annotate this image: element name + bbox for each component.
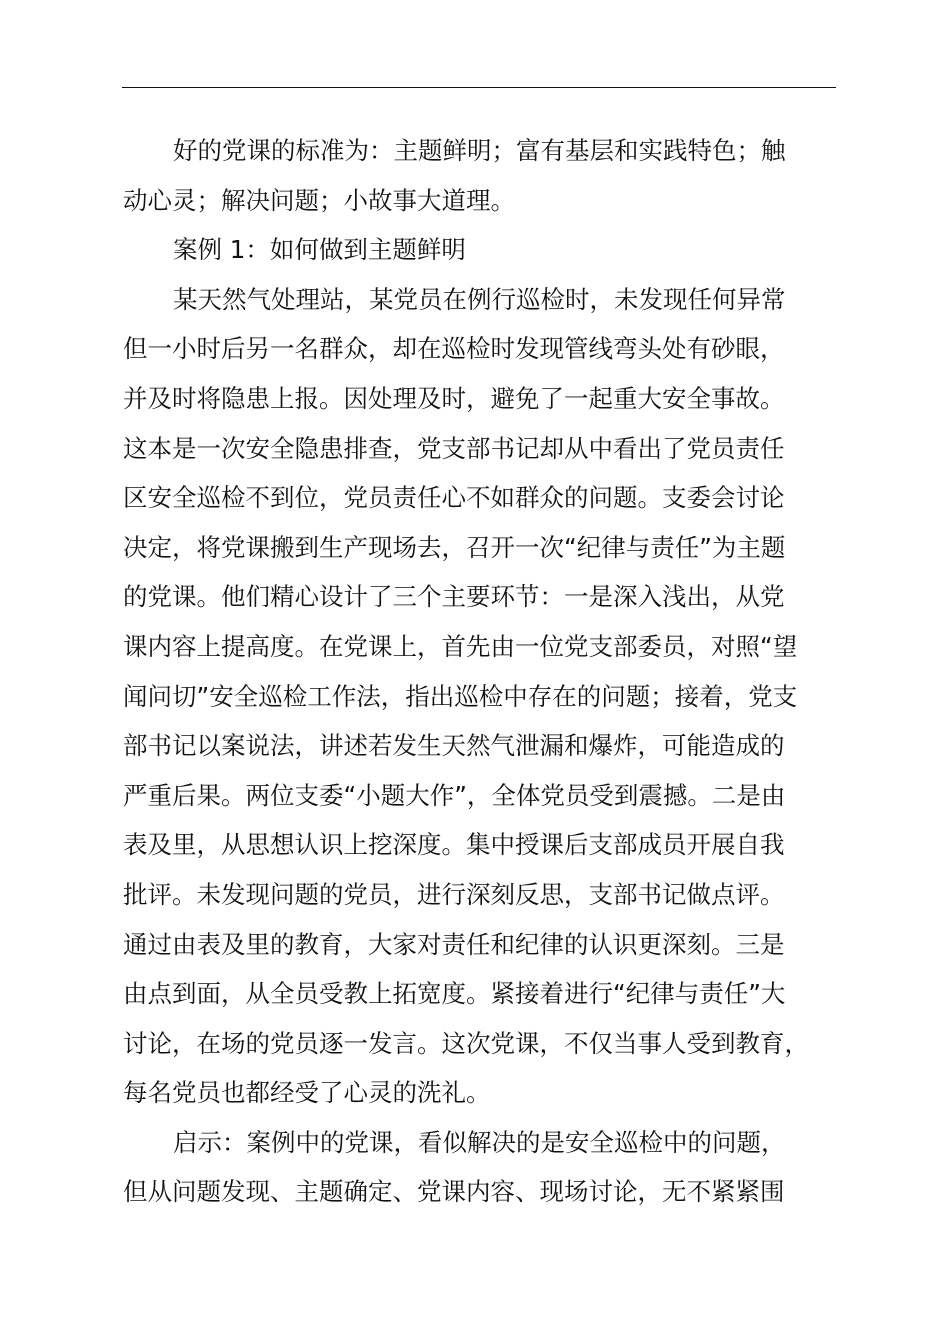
paragraph-standards (123, 126, 843, 225)
text-line: 批评。未发现问题的党员，进行深刻反思，支部书记做点评。 (123, 879, 785, 909)
paragraph-case-body (123, 275, 843, 1118)
text-line: 课内容上提高度。在党课上，首先由一位党支部委员，对照“望 (123, 631, 798, 661)
text-line: 决定，将党课搬到生产现场去，召开一次“纪律与责任”为主题 (123, 532, 786, 562)
text-line: 表及里，从思想认识上挖深度。集中授课后支部成员开展自我 (123, 830, 785, 860)
document-body (123, 126, 843, 1217)
case-heading (123, 225, 843, 275)
paragraph-insight (123, 1118, 843, 1217)
text-line: 动心灵；解决问题；小故事大道理。 (123, 185, 515, 215)
text-line: 部书记以案说法，讲述若发生天然气泄漏和爆炸，可能造成的 (123, 731, 785, 761)
text-line: 由点到面，从全员受教上拓宽度。紧接着进行“纪律与责任”大 (123, 979, 786, 1009)
text-line: 这本是一次安全隐患排查，党支部书记却从中看出了党员责任 (123, 433, 785, 463)
text-line: 好的党课的标准为：主题鲜明；富有基层和实践特色；触 (173, 136, 786, 165)
text-line: 的党课。他们精心设计了三个主要环节：一是深入浅出，从党 (123, 582, 785, 612)
text-line: 案例 1：如何做到主题鲜明 (173, 235, 466, 265)
text-line: 每名党员也都经受了心灵的洗礼。 (123, 1078, 491, 1108)
text-line: 讨论，在场的党员逐一发言。这次党课，不仅当事人受到教育， (123, 1028, 809, 1058)
text-line: 启示：案例中的党课，看似解决的是安全巡检中的问题， (173, 1127, 786, 1157)
text-line: 闻问切”安全巡检工作法，指出巡检中存在的问题；接着，党支 (123, 681, 798, 711)
header-rule (122, 87, 836, 88)
text-line: 区安全巡检不到位，党员责任心不如群众的问题。支委会讨论 (123, 483, 785, 513)
text-line: 严重后果。两位支委“小题大作”，全体党员受到震撼。二是由 (123, 780, 786, 810)
text-line: 通过由表及里的教育，大家对责任和纪律的认识更深刻。三是 (123, 929, 785, 959)
text-line: 并及时将隐患上报。因处理及时，避免了一起重大安全事故。 (123, 383, 785, 413)
text-line: 但从问题发现、主题确定、党课内容、现场讨论，无不紧紧围 (123, 1177, 785, 1207)
text-line: 但一小时后另一名群众，却在巡检时发现管线弯头处有砂眼， (123, 334, 785, 364)
text-line: 某天然气处理站，某党员在例行巡检时，未发现任何异常 (173, 284, 786, 314)
